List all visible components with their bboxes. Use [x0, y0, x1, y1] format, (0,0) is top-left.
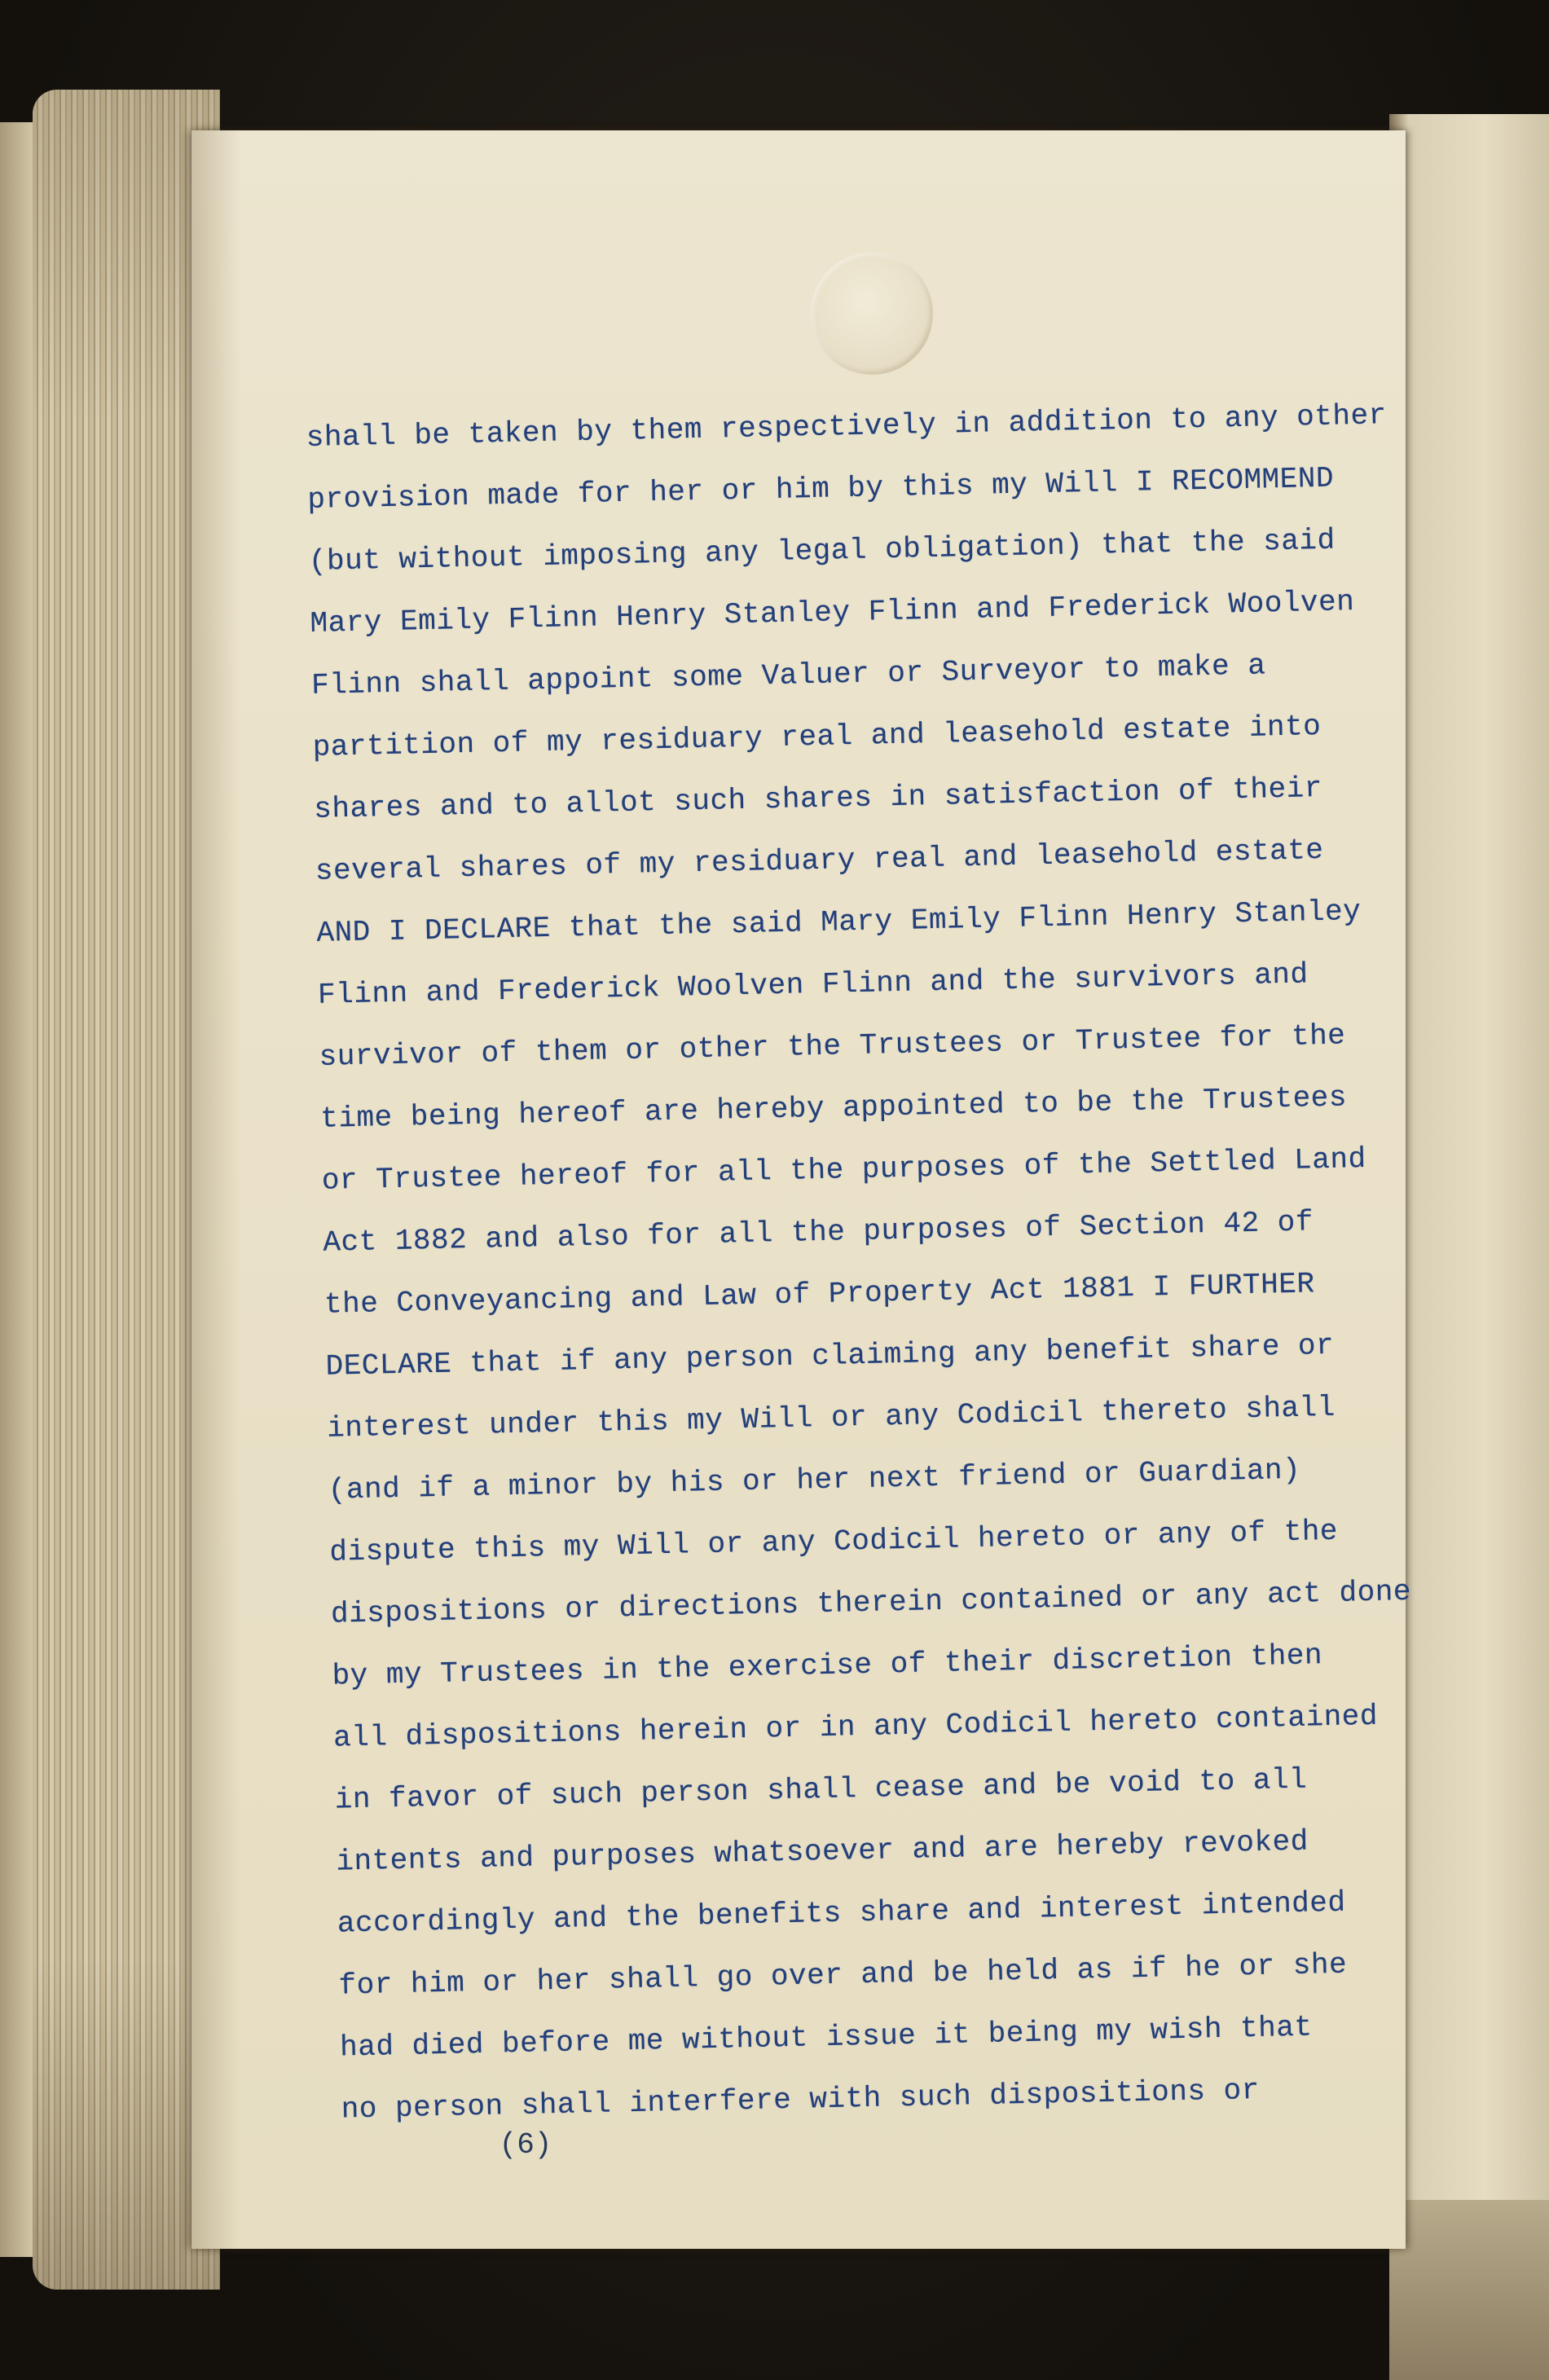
text-line: Act 1882 and also for all the purposes of Section 42 of	[323, 1205, 1314, 1260]
text-line: in favor of such person shall cease and be void to all	[334, 1762, 1308, 1817]
text-line: intents and purposes whatsoever and are hereby revoked	[335, 1824, 1309, 1879]
text-line: interest under this my Will or any Codicil thereto shall	[326, 1390, 1336, 1445]
text-line: DECLARE that if any person claiming any benefit share or	[325, 1328, 1335, 1384]
document-page	[191, 130, 1412, 2249]
text-line: shall be taken by them respectively in addition to any other	[306, 398, 1388, 455]
text-line: provision made for her or him by this my Will I RECOMMEND	[306, 461, 1335, 517]
text-line: partition of my residuary real and leasehold estate into	[312, 709, 1322, 764]
right-page-shadow	[1389, 2200, 1549, 2380]
embossed-seal-icon	[811, 253, 933, 375]
text-line: Mary Emily Flinn Henry Stanley Flinn and Frederick Woolven	[310, 585, 1355, 640]
typed-text-body	[306, 385, 1412, 2141]
text-line: had died before me without issue it being my wish that	[339, 2010, 1313, 2065]
text-line: time being hereof are hereby appointed to be the Trustees	[319, 1080, 1348, 1136]
text-line: dispositions or directions therein contained or any act done	[330, 1574, 1412, 1631]
right-adjacent-page	[1389, 114, 1549, 2233]
text-line: accordingly and the benefits share and interest intended	[337, 1885, 1346, 1941]
text-line: Flinn and Frederick Woolven Flinn and the survivors and	[317, 957, 1309, 1012]
text-line: survivor of them or other the Trustees or Trustee for the	[319, 1018, 1346, 1074]
text-line: all dispositions herein or in any Codicil hereto contained	[332, 1699, 1379, 1755]
text-line: (but without imposing any legal obligation) that the said	[308, 523, 1336, 579]
text-line: (and if a minor by his or her next friend or Guardian)	[328, 1453, 1301, 1507]
text-line: no person shall interfere with such dispositions or	[341, 2073, 1261, 2127]
text-line: or Trustee hereof for all the purposes of the Settled Land	[321, 1142, 1367, 1198]
text-line: Flinn shall appoint some Valuer or Surveyor to make a	[310, 649, 1266, 702]
page-number: (6)	[499, 2128, 552, 2162]
text-line: by my Trustees in the exercise of their discretion then	[332, 1639, 1323, 1693]
text-line: the Conveyancing and Law of Property Act 1881 I FURTHER	[323, 1267, 1315, 1322]
text-line: shares and to allot such shares in satisfaction of their	[313, 771, 1323, 826]
text-line: AND I DECLARE that the said Mary Emily Flinn Henry Stanley	[316, 895, 1362, 950]
text-line: dispute this my Will or any Codicil hereto or any of the	[329, 1514, 1339, 1569]
text-line: for him or her shall go over and be held as if he or she	[338, 1947, 1348, 2003]
text-line: several shares of my residuary real and leasehold estate	[315, 833, 1324, 888]
